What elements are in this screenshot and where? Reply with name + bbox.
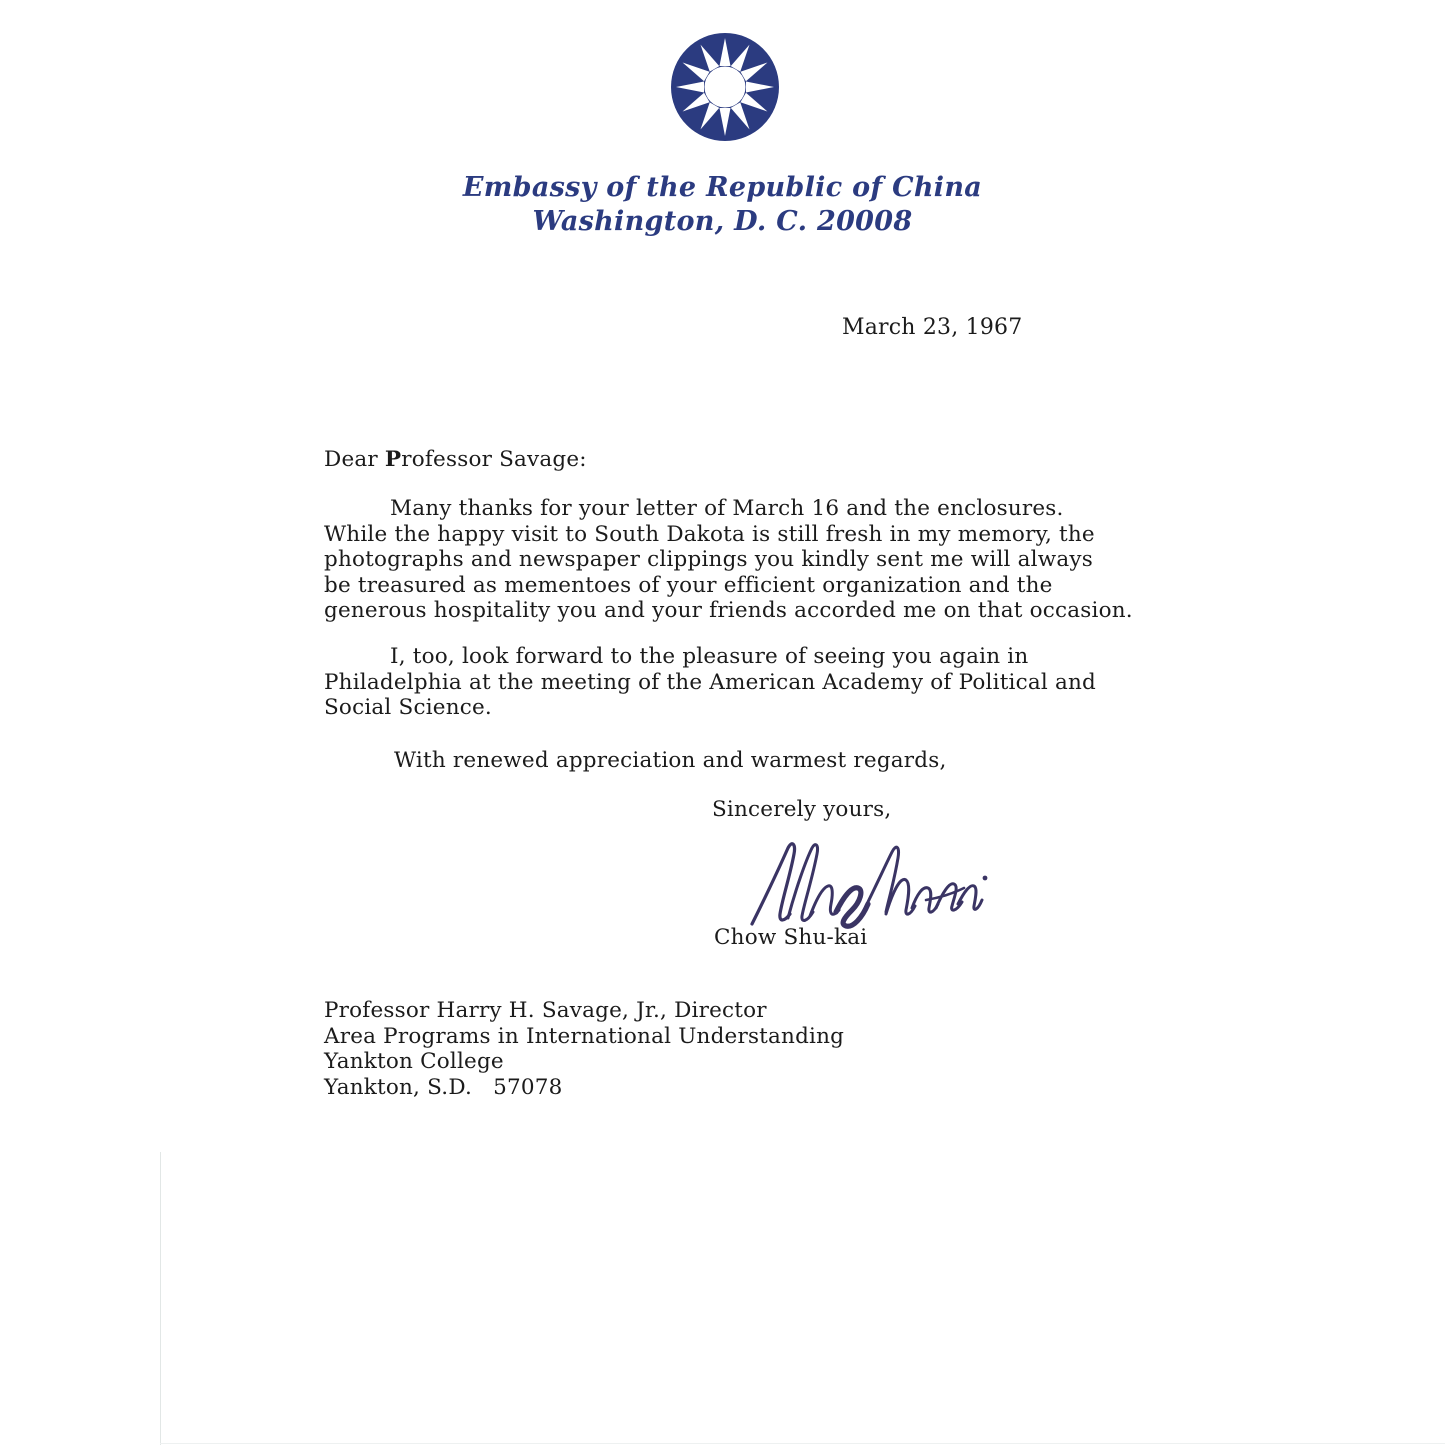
- paragraph-1-line-1: Many thanks for your letter of March 16 and the enclosures.: [390, 496, 1064, 521]
- recipient-address-block: [324, 998, 844, 1100]
- paragraph-1-line-5: generous hospitality you and your friends accorded me on that occasion.: [324, 598, 1133, 623]
- letterhead-location: Washington, D. C. 20008: [532, 206, 913, 237]
- scan-page-bottom-edge: [160, 1443, 1445, 1444]
- salutation-prefix: Dear: [324, 447, 385, 472]
- letter-date: March 23, 1967: [842, 315, 1023, 340]
- body-paragraph-2: [324, 644, 1096, 721]
- recipient-line-2: Area Programs in International Understanding: [324, 1023, 845, 1049]
- signoff-line: Sincerely yours,: [712, 797, 892, 822]
- scan-page-edge: [160, 1152, 161, 1445]
- recipient-line-1: Professor Harry H. Savage, Jr., Director: [324, 998, 767, 1023]
- paragraph-2-line-1: I, too, look forward to the pleasure of seeing you again in: [390, 644, 1029, 669]
- paragraph-1-line-3: photographs and newspaper clippings you kindly sent me will always: [324, 547, 1093, 572]
- recipient-line-4: Yankton, S.D. 57078: [324, 1074, 563, 1100]
- letterhead-organization: Embassy of the Republic of China: [462, 172, 983, 203]
- paragraph-1-line-2: While the happy visit to South Dakota is still fresh in my memory, the: [324, 521, 1095, 547]
- paragraph-1-line-4: be treasured as mementoes of your efficient organization and the: [324, 572, 1053, 598]
- body-paragraph-1: [324, 496, 1133, 624]
- blue-sky-white-sun-emblem-icon: [670, 32, 780, 142]
- paragraph-2-line-3: Social Science.: [324, 695, 492, 720]
- closing-line: With renewed appreciation and warmest regards,: [394, 748, 947, 773]
- paragraph-2-line-2: Philadelphia at the meeting of the American Academy of Political and: [324, 669, 1097, 695]
- recipient-line-3: Yankton College: [324, 1049, 504, 1074]
- handwritten-signature: [740, 838, 990, 933]
- salutation-rest: rofessor Savage:: [401, 447, 587, 472]
- salutation-bold-initial: P: [384, 447, 402, 472]
- salutation: [324, 447, 587, 473]
- signature-typed-name: Chow Shu-kai: [714, 925, 868, 950]
